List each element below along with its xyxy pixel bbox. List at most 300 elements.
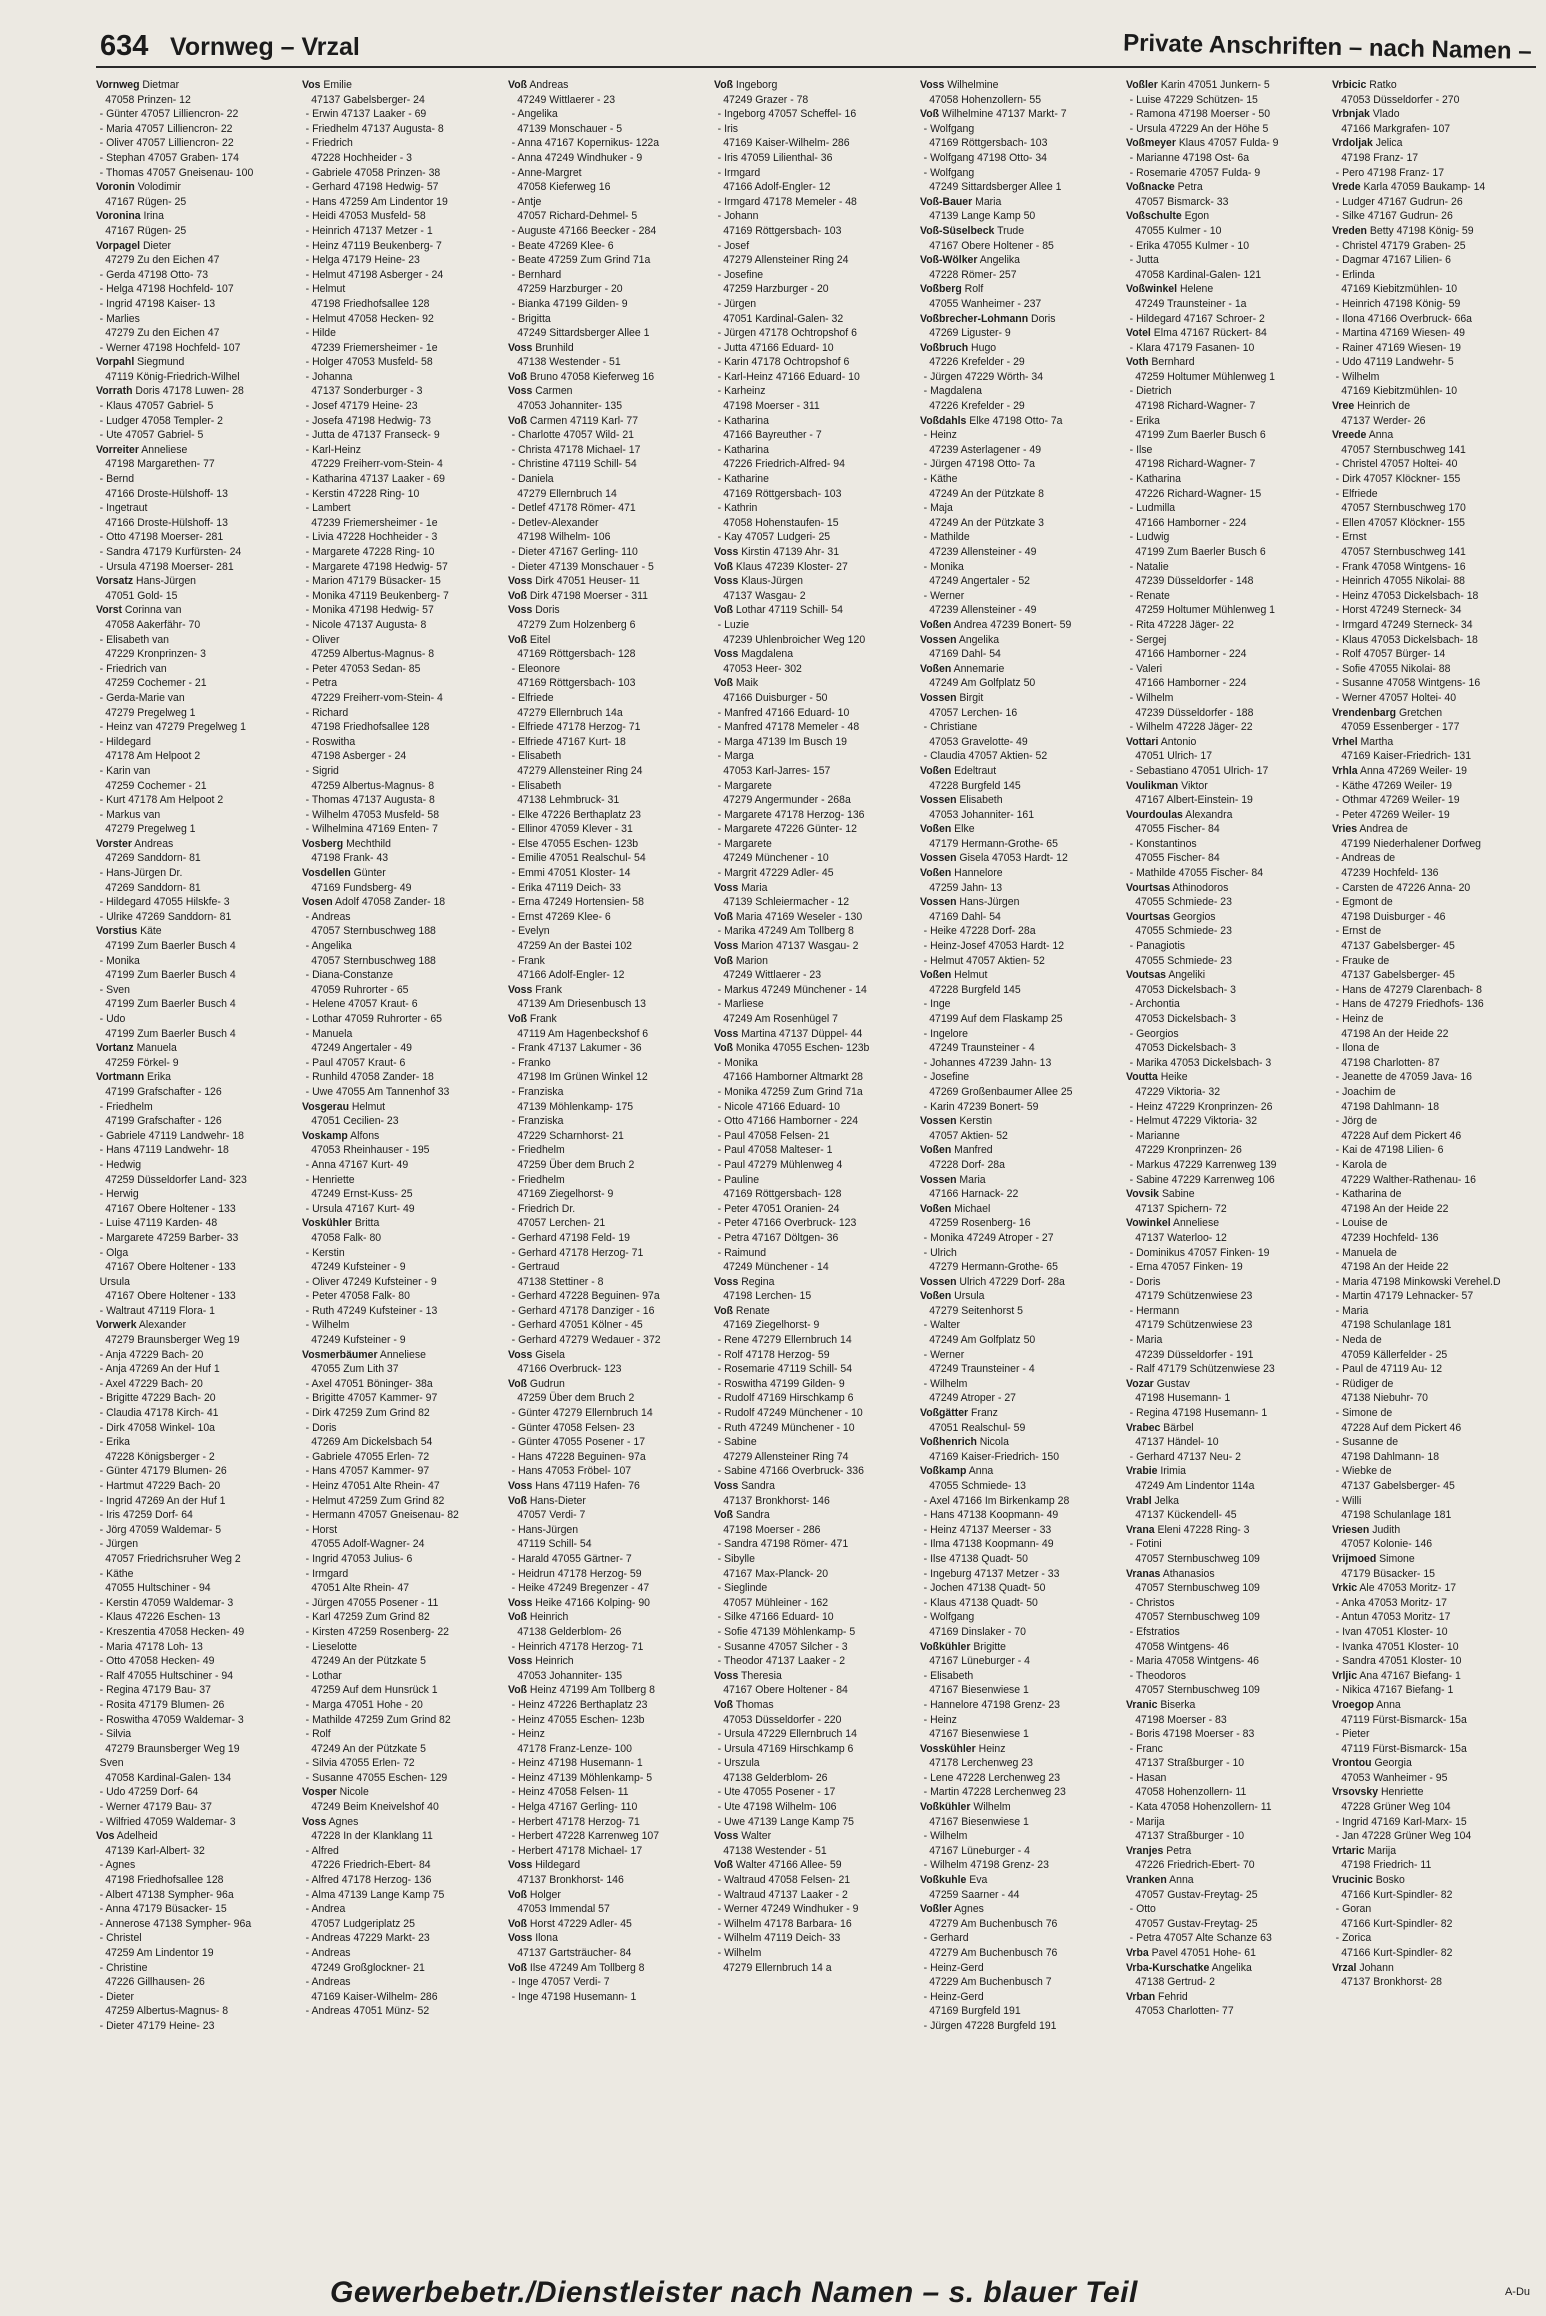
entry-address: 47169 Kaiser-Friedrich- 131 <box>1341 750 1472 763</box>
directory-entry <box>920 720 1106 749</box>
entry-sub-name: - Erika <box>1129 414 1160 427</box>
directory-entry <box>1126 312 1312 327</box>
entry-sub-name: - Margarete 47178 Herzog- 136 <box>717 808 865 821</box>
directory-entry <box>1126 253 1312 282</box>
entry-first-name: Sandra <box>741 1480 775 1492</box>
directory-entry <box>920 1552 1106 1567</box>
entry-sub-name: - Manfred 47178 Memeler - 48 <box>717 721 860 734</box>
directory-entry <box>508 297 694 312</box>
directory-entry <box>714 983 900 998</box>
entry-first-name: Walter <box>741 1830 772 1843</box>
entry-sub-name: - Ramona 47198 Moerser - 50 <box>1129 108 1271 121</box>
entry-surname: Voß <box>714 677 734 690</box>
directory-entry <box>302 180 488 195</box>
entry-surname: Voßen <box>920 764 952 777</box>
entry-first-name: Lothar 47119 Schill- 54 <box>735 604 843 617</box>
entry-address: 47058 Falk- 80 <box>311 1231 382 1244</box>
entry-surname: Voßnacke <box>1126 181 1175 194</box>
entry-sub-name: - Helmut 47259 Zum Grind 82 <box>305 1494 445 1507</box>
entry-sub-name: - Kerstin <box>305 1246 345 1259</box>
directory-entry <box>1332 1698 1518 1727</box>
directory-entry <box>96 166 282 181</box>
directory-entry <box>714 647 900 676</box>
entry-surname: Voß <box>508 79 528 91</box>
entry-surname: Voss <box>714 1830 739 1843</box>
directory-entry <box>1332 1610 1518 1625</box>
entry-sub-name: - Monika <box>99 954 140 967</box>
entry-surname: Voßbrecher-Lohmann <box>920 312 1029 325</box>
directory-entry <box>1126 1537 1312 1566</box>
entry-sub-name: - Christel <box>99 1932 142 1945</box>
entry-sub-name: - Otto <box>1129 1903 1156 1916</box>
entry-sub-name: - Paul 47058 Felsen- 21 <box>717 1129 830 1142</box>
directory-entry <box>1332 647 1518 662</box>
directory-entry <box>920 195 1106 224</box>
entry-address: 47279 Ellernbruch 14a <box>517 706 623 719</box>
directory-entry <box>96 1246 282 1275</box>
directory-entry <box>1126 1027 1312 1056</box>
entry-address: 47167 Lüneburger - 4 <box>929 1655 1031 1668</box>
directory-entry <box>920 1961 1106 1990</box>
directory-entry <box>714 749 900 778</box>
directory-entry <box>920 1742 1106 1771</box>
entry-surname: Voßwinkel <box>1126 283 1178 296</box>
directory-entry <box>1126 1450 1312 1465</box>
directory-entry <box>714 414 900 443</box>
entry-sub-name: - Paul 47058 Malteser- 1 <box>717 1144 833 1157</box>
entry-address: 47198 Lerchen- 15 <box>723 1290 812 1303</box>
entry-address: 47053 Johanniter- 161 <box>929 808 1035 821</box>
directory-entry <box>920 78 1106 107</box>
entry-sub-name: - Alfred <box>305 1844 339 1857</box>
entry-sub-name: - Irmgard 47178 Memeler - 48 <box>717 195 857 208</box>
entry-address: 47051 Kardinal-Galen- 32 <box>723 312 844 325</box>
entry-sub-name: - Hartmut 47229 Bach- 20 <box>99 1480 221 1492</box>
directory-entry <box>714 1231 900 1246</box>
directory-entry <box>302 1727 488 1756</box>
entry-surname: Voßen <box>920 1202 952 1215</box>
directory-entry <box>302 1275 488 1290</box>
entry-address: 47279 Allensteiner Ring 24 <box>517 764 643 777</box>
entry-sub-name: - Theodoros <box>1129 1669 1187 1682</box>
entry-address: 47137 Gabelsberger- 45 <box>1341 1480 1455 1492</box>
entry-sub-name: - Elfriede <box>511 691 554 704</box>
entry-sub-name: - Eleonore <box>511 662 561 675</box>
directory-entry <box>714 107 900 122</box>
directory-entry <box>714 1508 900 1537</box>
entry-surname: Voß <box>508 414 528 427</box>
directory-entry <box>1126 1873 1312 1902</box>
entry-sub-name: - Panagiotis <box>1129 940 1186 953</box>
directory-entry <box>1126 414 1312 443</box>
entry-surname: Vroegop <box>1332 1698 1374 1711</box>
entry-address: 47239 Allensteiner - 49 <box>929 604 1037 617</box>
entry-sub-name: - Erika 47119 Deich- 33 <box>511 881 622 894</box>
entry-surname: Vrkic <box>1332 1582 1358 1595</box>
entry-sub-name: - Louise de <box>1335 1217 1388 1230</box>
directory-entry <box>302 1669 488 1698</box>
entry-sub-name: - Else 47055 Eschen- 123b <box>511 837 639 850</box>
entry-address: 47199 Auf dem Flaskamp 25 <box>929 1013 1063 1025</box>
directory-entry <box>1126 1100 1312 1115</box>
directory-entry <box>302 1844 488 1873</box>
directory-entry <box>920 793 1106 822</box>
entry-surname: Voßberg <box>920 283 962 296</box>
entry-sub-name: - Doris <box>305 1421 337 1434</box>
entry-sub-name: - Dietrich <box>1129 385 1172 398</box>
entry-sub-name: - Elfriede 47167 Kurt- 18 <box>511 735 626 748</box>
entry-address: 47055 Kulmer - 10 <box>1135 224 1222 237</box>
entry-sub-name: - Martin 47179 Lehnacker- 57 <box>1335 1290 1474 1303</box>
entry-first-name: Holger <box>529 1888 561 1901</box>
directory-entry <box>96 501 282 530</box>
directory-column <box>508 78 694 2258</box>
directory-entry <box>1332 487 1518 516</box>
entry-sub-name: - Neda de <box>1335 1334 1382 1347</box>
directory-entry <box>714 1348 900 1363</box>
entry-address: 47057 Kolonie- 146 <box>1341 1538 1433 1551</box>
entry-first-name: Andreas <box>529 79 569 91</box>
entry-first-name: Elma 47167 Rückert- 84 <box>1153 327 1267 340</box>
directory-entry <box>508 1421 694 1436</box>
directory-entry <box>714 326 900 341</box>
entry-sub-name: - Paul 47279 Mühlenweg 4 <box>717 1158 843 1171</box>
directory-entry <box>508 1756 694 1771</box>
directory-entry <box>714 954 900 983</box>
entry-first-name: Helmut <box>954 969 988 982</box>
entry-first-name: Agnes <box>328 1815 359 1828</box>
entry-address: 47249 An der Pützkate 5 <box>311 1655 426 1668</box>
entry-first-name: Trude <box>997 224 1025 237</box>
entry-surname: Voss <box>714 575 739 588</box>
entry-surname: Voss <box>508 604 533 617</box>
entry-sub-name: - Werner <box>923 589 965 602</box>
directory-entry <box>302 676 488 705</box>
entry-surname: Vossen <box>920 633 957 646</box>
entry-first-name: Frank <box>529 1013 557 1025</box>
directory-entry <box>1126 1523 1312 1538</box>
entry-sub-name: - Karin 47239 Bonert- 59 <box>923 1100 1039 1113</box>
directory-entry <box>508 1844 694 1859</box>
entry-sub-name: - Gerhard 47178 Danziger - 16 <box>511 1304 655 1317</box>
directory-entry <box>302 1070 488 1085</box>
entry-surname: Vossen <box>920 1275 957 1288</box>
entry-sub-name: - Ingelore <box>923 1027 968 1040</box>
entry-first-name: Alexander <box>138 1319 187 1332</box>
directory-entry <box>1332 764 1518 779</box>
directory-entry <box>920 1829 1106 1858</box>
entry-address: 47179 Hermann-Grothe- 65 <box>929 837 1058 850</box>
entry-sub-name: - Josefa 47198 Hedwig- 73 <box>305 414 431 427</box>
directory-entry <box>1126 779 1312 808</box>
entry-first-name: Heike <box>1160 1071 1188 1084</box>
entry-address: 47178 Lerchenweg 23 <box>929 1757 1033 1770</box>
directory-entry <box>508 1800 694 1815</box>
entry-address: 47051 Realschul- 59 <box>929 1421 1026 1434</box>
directory-entry <box>96 1610 282 1625</box>
entry-sub-name: - Karl-Heinz <box>305 443 362 456</box>
directory-entry <box>302 370 488 399</box>
entry-sub-name: - Marika 47053 Dickelsbach- 3 <box>1129 1056 1272 1069</box>
entry-address: 47055 Fischer- 84 <box>1135 852 1220 865</box>
entry-address: 47053 Karl-Jarres- 157 <box>723 764 831 777</box>
entry-surname: Voss <box>714 1275 739 1288</box>
entry-sub-name: - Bianka 47199 Gilden- 9 <box>511 297 628 310</box>
entry-sub-name: - Inge 47198 Husemann- 1 <box>511 1990 637 2003</box>
entry-sub-name: - Iris 47259 Dorf- 64 <box>99 1509 193 1522</box>
entry-address: 47269 Am Dickelsbach 54 <box>311 1436 433 1449</box>
directory-entry <box>508 224 694 239</box>
directory-entry <box>302 224 488 239</box>
entry-address: 47198 Richard-Wagner- 7 <box>1135 458 1256 471</box>
entry-sub-name: - Heinrich 47055 Nikolai- 88 <box>1335 575 1465 588</box>
entry-sub-name: - Jörg de <box>1335 1115 1378 1128</box>
entry-address: 47259 Düsseldorfer Land- 323 <box>105 1173 247 1186</box>
directory-entry <box>1332 881 1518 896</box>
entry-surname: Vranic <box>1126 1698 1158 1711</box>
directory-entry <box>1126 1421 1312 1450</box>
directory-entry <box>1332 1727 1518 1756</box>
entry-sub-name: - Iris 47059 Lilienthal- 36 <box>717 151 833 164</box>
entry-address: 47259 Cochemer - 21 <box>105 779 207 792</box>
directory-entry <box>96 1800 282 1815</box>
entry-sub-name: - Christel 47057 Holtei- 40 <box>1335 458 1458 471</box>
directory-entry <box>714 1143 900 1158</box>
directory-entry <box>1332 355 1518 370</box>
entry-address: 47169 Dinslaker - 70 <box>929 1625 1026 1638</box>
entry-surname: Vrbicic <box>1332 79 1367 91</box>
entry-address: 47259 Albertus-Magnus- 8 <box>311 779 435 792</box>
entry-sub-name: - Jürgen <box>717 297 757 310</box>
entry-sub-name: - Maria 47058 Wintgens- 46 <box>1129 1655 1259 1668</box>
entry-address: 47249 Atroper - 27 <box>929 1392 1017 1405</box>
entry-sub-name: - Rainer 47169 Wiesen- 19 <box>1335 341 1461 354</box>
entry-address: 47239 Allensteiner - 49 <box>929 546 1037 558</box>
entry-sub-name: - Wolfgang <box>923 1611 975 1624</box>
entry-surname: Voßen <box>920 969 952 982</box>
directory-entry <box>714 910 900 925</box>
entry-sub-name: - Josefine <box>923 1071 970 1084</box>
entry-address: 47055 Schmiede- 13 <box>929 1480 1026 1492</box>
entry-sub-name: - Rosemarie 47119 Schill- 54 <box>717 1363 853 1376</box>
entry-address: 47279 Hermann-Grothe- 65 <box>929 1261 1058 1274</box>
entry-sub-name: - Wilhelm <box>1129 691 1174 704</box>
directory-entry <box>1126 1377 1312 1406</box>
entry-address: 47057 Sternbuschweg 188 <box>311 925 436 938</box>
entry-sub-name: - Monika 47119 Beukenberg- 7 <box>305 589 449 602</box>
entry-sub-name: - Ulrike 47269 Sanddorn- 81 <box>99 910 232 923</box>
entry-surname: Vrban <box>1126 1990 1156 2003</box>
entry-first-name: Eva <box>969 1874 988 1887</box>
entry-surname: Voßschulte <box>1126 210 1182 223</box>
footer-corner-tag: A-Du <box>1504 2286 1530 2298</box>
directory-entry <box>1332 457 1518 472</box>
entry-first-name: Anneliese <box>1172 1217 1220 1230</box>
entry-surname: Voss <box>508 385 533 398</box>
entry-sub-name: - Silke 47167 Gudrun- 26 <box>1335 210 1453 223</box>
directory-entry <box>302 793 488 808</box>
directory-entry <box>714 1902 900 1917</box>
entry-surname: Voss <box>714 648 739 661</box>
entry-sub-name: - Erlinda <box>1335 268 1375 281</box>
entry-address: 47226 Krefelder - 29 <box>929 356 1025 369</box>
entry-address: 47226 Gillhausen- 26 <box>105 1976 205 1989</box>
entry-sub-name: - Manfred 47166 Eduard- 10 <box>717 706 850 719</box>
entry-address: 47053 Heer- 302 <box>723 662 802 675</box>
entry-sub-name: - Waltraud 47137 Laaker - 2 <box>717 1888 848 1901</box>
directory-entry <box>714 939 900 954</box>
entry-sub-name: - Wilhelm <box>305 1319 350 1332</box>
entry-address: 47249 Am Golfplatz 50 <box>929 677 1036 690</box>
entry-surname: Voss <box>714 881 739 894</box>
directory-entry <box>508 1450 694 1465</box>
entry-sub-name: - Hermann 47057 Gneisenau- 82 <box>305 1509 459 1522</box>
entry-sub-name: - Wilhelm 47228 Jäger- 22 <box>1129 721 1253 734</box>
entry-address: 47166 Overbruck- 123 <box>517 1363 622 1376</box>
entry-sub-name: - Nikica 47167 Biefang- 1 <box>1335 1684 1454 1697</box>
entry-sub-name: - Urszula <box>717 1757 760 1770</box>
directory-entry <box>96 355 282 384</box>
directory-entry <box>96 1990 282 2019</box>
entry-sub-name: - Henriette <box>305 1173 355 1186</box>
directory-entry <box>302 1173 488 1202</box>
entry-sub-name: - Jan 47228 Grüner Weg 104 <box>1335 1830 1472 1843</box>
entry-address: 47169 Dahl- 54 <box>929 910 1001 923</box>
directory-entry <box>302 1012 488 1027</box>
entry-sub-name: - Johannes 47239 Jahn- 13 <box>923 1056 1052 1069</box>
directory-entry <box>714 1946 900 1975</box>
entry-first-name: Betty 47198 König- 59 <box>1369 224 1474 237</box>
entry-sub-name: - Hans 47138 Koopmann- 49 <box>923 1509 1059 1522</box>
directory-entry <box>302 1552 488 1567</box>
entry-sub-name: - Anna 47179 Büsacker- 15 <box>99 1903 227 1916</box>
entry-first-name: Hans 47119 Hafen- 76 <box>535 1480 640 1492</box>
directory-entry <box>1126 1173 1312 1188</box>
directory-entry <box>1332 195 1518 210</box>
entry-first-name: Michael <box>954 1202 991 1215</box>
entry-address: 47169 Röttgersbach- 128 <box>517 648 636 661</box>
entry-address: 47279 Zum Holzenberg 6 <box>517 618 636 631</box>
entry-sub-name: - Detlev-Alexander <box>511 516 599 529</box>
directory-entry <box>1332 560 1518 575</box>
entry-address: 47166 Droste-Hülshoff- 13 <box>105 487 228 500</box>
entry-address: 47198 Im Grünen Winkel 12 <box>517 1071 648 1084</box>
directory-entry <box>920 1713 1106 1742</box>
entry-sub-name: - Silvia <box>99 1728 132 1741</box>
entry-address: 47055 Adolf-Wagner- 24 <box>311 1538 425 1551</box>
entry-sub-name: - Petra <box>305 677 338 690</box>
directory-entry <box>96 837 282 866</box>
entry-first-name: Andrea de <box>1359 823 1408 836</box>
directory-entry <box>508 1858 694 1887</box>
entry-sub-name: - Friedrich <box>305 137 353 150</box>
entry-surname: Vozar <box>1126 1377 1154 1390</box>
directory-entry <box>714 560 900 575</box>
entry-address: 47055 Zum Lith 37 <box>311 1363 399 1376</box>
directory-entry <box>1332 1844 1518 1873</box>
entry-first-name: Hildegard <box>535 1859 581 1872</box>
entry-address: 47167 Obere Holtener - 133 <box>105 1290 236 1303</box>
directory-entry <box>508 414 694 429</box>
entry-surname: Voss <box>714 940 739 953</box>
entry-first-name: Agnes <box>954 1903 984 1916</box>
entry-first-name: Bosko <box>1375 1874 1405 1887</box>
entry-sub-name: - Jürgen <box>99 1538 139 1551</box>
entry-sub-name: - Wilhelmina 47169 Enten- 7 <box>305 823 438 836</box>
directory-entry <box>920 1173 1106 1202</box>
entry-sub-name: - Klaus 47226 Eschen- 13 <box>99 1611 221 1624</box>
entry-first-name: Ratko <box>1369 79 1397 91</box>
directory-entry <box>96 1318 282 1347</box>
directory-entry <box>96 384 282 399</box>
entry-sub-name: - Wilhelm 47053 Musfeld- 58 <box>305 808 440 821</box>
directory-entry <box>1332 136 1518 165</box>
entry-address: 47239 Friemersheimer - 1e <box>311 516 438 529</box>
entry-address: 47058 Hohenzollern- 55 <box>929 93 1042 106</box>
entry-address: 47279 Allensteiner Ring 24 <box>723 254 849 267</box>
directory-entry <box>302 1421 488 1450</box>
directory-entry <box>920 1990 1106 2019</box>
entry-sub-name: - Udo <box>99 1013 126 1025</box>
entry-surname: Voutsas <box>1126 969 1166 982</box>
entry-sub-name: - Margarete <box>717 779 772 792</box>
entry-address: 47259 Albertus-Magnus- 8 <box>311 648 435 661</box>
entry-surname: Voß-Süselbeck <box>920 224 995 237</box>
entry-sub-name: - Hans de 47279 Clarenbach- 8 <box>1335 983 1482 996</box>
directory-entry <box>508 1289 694 1304</box>
entry-address: 47119 Fürst-Bismarck- 15a <box>1341 1742 1467 1755</box>
entry-sub-name: - Rita 47228 Jäger- 22 <box>1129 618 1234 631</box>
entry-surname: Vovsik <box>1126 1188 1160 1201</box>
directory-entry <box>714 1537 900 1552</box>
entry-sub-name: - Hans 47057 Kammer- 97 <box>305 1465 430 1478</box>
entry-sub-name: - Hans-Jürgen Dr. <box>99 867 183 880</box>
directory-entry <box>714 1742 900 1757</box>
entry-address: 47058 Hohenzollern- 11 <box>1135 1786 1247 1799</box>
entry-sub-name: - Bernd <box>99 473 135 486</box>
entry-sub-name: - Helmut 47057 Aktien- 52 <box>923 954 1045 967</box>
entry-sub-name: - Monika <box>923 560 964 573</box>
entry-address: 47169 Röttgersbach- 128 <box>723 1188 842 1201</box>
entry-sub-name: - Herwig <box>99 1188 139 1201</box>
entry-sub-name: - Ilse <box>1129 443 1153 456</box>
directory-entry <box>714 676 900 705</box>
directory-entry <box>1126 808 1312 837</box>
entry-sub-name: - Anka 47053 Moritz- 17 <box>1335 1596 1447 1609</box>
directory-entry <box>1126 881 1312 910</box>
entry-address: 47169 Ziegelhorst- 9 <box>723 1319 820 1332</box>
directory-entry <box>508 341 694 370</box>
entry-address: 47229 Freiherr-vom-Stein- 4 <box>311 458 443 471</box>
directory-entry <box>714 1669 900 1698</box>
entry-sub-name: - Beate 47269 Klee- 6 <box>511 239 614 252</box>
directory-entry <box>920 1800 1106 1829</box>
entry-sub-name: - Alma 47139 Lange Kamp 75 <box>305 1888 445 1901</box>
entry-address: 47167 Albert-Einstein- 19 <box>1135 794 1253 807</box>
entry-first-name: Birgit <box>959 691 984 704</box>
entry-first-name: Ilona <box>535 1932 558 1945</box>
directory-entry <box>920 1640 1106 1669</box>
directory-entry <box>508 1304 694 1319</box>
entry-first-name: Heinrich <box>535 1655 574 1668</box>
directory-entry <box>1126 78 1312 93</box>
entry-first-name: Heinrich de <box>1357 400 1411 413</box>
directory-entry <box>1332 954 1518 983</box>
directory-entry <box>508 268 694 297</box>
directory-entry <box>920 1202 1106 1231</box>
directory-entry <box>508 1377 694 1406</box>
directory-entry <box>96 1902 282 1917</box>
